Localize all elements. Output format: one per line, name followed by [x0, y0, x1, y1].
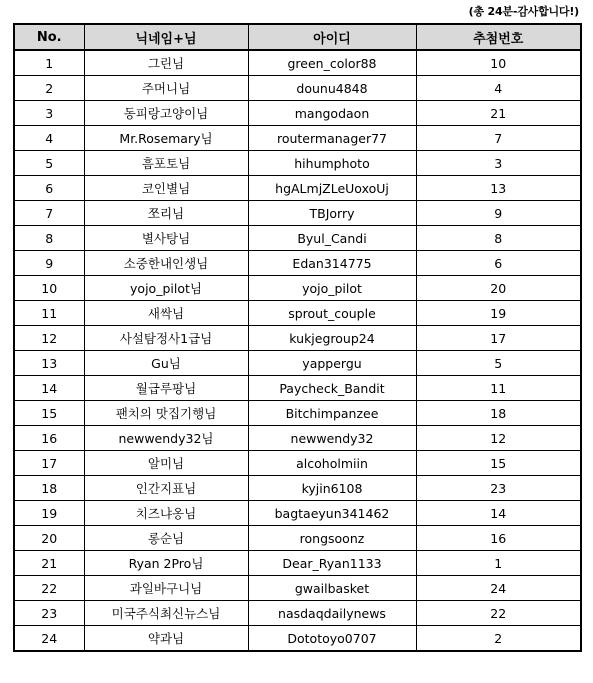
table-row: [14, 376, 581, 401]
table-row: [14, 551, 581, 576]
table-row: [14, 526, 581, 551]
cell-draw-number: 17: [416, 326, 581, 351]
cell-draw-number: 13: [416, 176, 581, 201]
cell-no: 22: [14, 576, 84, 601]
cell-draw-number: 24: [416, 576, 581, 601]
cell-nickname: Ryan 2Pro님: [84, 551, 248, 576]
cell-user-id: yappergu: [248, 351, 416, 376]
cell-user-id: routermanager77: [248, 126, 416, 151]
cell-no: 11: [14, 301, 84, 326]
cell-user-id: Dear_Ryan1133: [248, 551, 416, 576]
cell-no: 2: [14, 76, 84, 101]
cell-nickname: Gu님: [84, 351, 248, 376]
cell-draw-number: 3: [416, 151, 581, 176]
header-no: No.: [14, 24, 84, 50]
cell-no: 8: [14, 226, 84, 251]
table-row: [14, 301, 581, 326]
cell-user-id: yojo_pilot: [248, 276, 416, 301]
cell-user-id: newwendy32: [248, 426, 416, 451]
cell-user-id: sprout_couple: [248, 301, 416, 326]
cell-draw-number: 15: [416, 451, 581, 476]
cell-user-id: nasdaqdailynews: [248, 601, 416, 626]
header-draw-number: 추첨번호: [416, 24, 581, 50]
cell-no: 24: [14, 626, 84, 652]
cell-draw-number: 8: [416, 226, 581, 251]
cell-user-id: kukjegroup24: [248, 326, 416, 351]
cell-nickname: newwendy32님: [84, 426, 248, 451]
cell-draw-number: 11: [416, 376, 581, 401]
cell-no: 23: [14, 601, 84, 626]
table-row: [14, 76, 581, 101]
table-row: [14, 276, 581, 301]
cell-draw-number: 7: [416, 126, 581, 151]
cell-nickname: Mr.Rosemary님: [84, 126, 248, 151]
cell-user-id: Dototoyo0707: [248, 626, 416, 652]
cell-draw-number: 20: [416, 276, 581, 301]
cell-nickname: yojo_pilot님: [84, 276, 248, 301]
cell-no: 15: [14, 401, 84, 426]
cell-draw-number: 2: [416, 626, 581, 652]
cell-no: 10: [14, 276, 84, 301]
cell-no: 21: [14, 551, 84, 576]
header-nickname: 닉네임+님: [84, 24, 248, 50]
cell-no: 13: [14, 351, 84, 376]
cell-draw-number: 10: [416, 50, 581, 76]
table-header-row: [14, 24, 581, 50]
cell-draw-number: 9: [416, 201, 581, 226]
table-row: [14, 626, 581, 652]
cell-user-id: kyjin6108: [248, 476, 416, 501]
cell-nickname: 쪼리님: [84, 201, 248, 226]
cell-nickname: 팬치의 맛집기행님: [84, 401, 248, 426]
cell-nickname: 주머니님: [84, 76, 248, 101]
cell-nickname: 흠포토님: [84, 151, 248, 176]
cell-user-id: alcoholmiin: [248, 451, 416, 476]
cell-no: 5: [14, 151, 84, 176]
cell-draw-number: 12: [416, 426, 581, 451]
table-row: [14, 151, 581, 176]
cell-nickname: 인간지표님: [84, 476, 248, 501]
participant-table: [13, 23, 582, 652]
cell-draw-number: 6: [416, 251, 581, 276]
total-count-note: (총 24분-감사합니다!): [468, 5, 579, 18]
cell-draw-number: 1: [416, 551, 581, 576]
cell-user-id: TBJorry: [248, 201, 416, 226]
cell-no: 17: [14, 451, 84, 476]
table-row: [14, 351, 581, 376]
cell-no: 14: [14, 376, 84, 401]
cell-draw-number: 5: [416, 351, 581, 376]
table-row: [14, 576, 581, 601]
cell-user-id: hgALmjZLeUoxoUj: [248, 176, 416, 201]
table-row: [14, 501, 581, 526]
cell-draw-number: 19: [416, 301, 581, 326]
table-row: [14, 126, 581, 151]
cell-user-id: gwailbasket: [248, 576, 416, 601]
cell-no: 16: [14, 426, 84, 451]
table-row: [14, 451, 581, 476]
cell-no: 20: [14, 526, 84, 551]
cell-user-id: rongsoonz: [248, 526, 416, 551]
cell-draw-number: 18: [416, 401, 581, 426]
cell-nickname: 코인별님: [84, 176, 248, 201]
cell-draw-number: 14: [416, 501, 581, 526]
cell-user-id: Edan314775: [248, 251, 416, 276]
cell-draw-number: 4: [416, 76, 581, 101]
cell-nickname: 미국주식최신뉴스님: [84, 601, 248, 626]
cell-user-id: mangodaon: [248, 101, 416, 126]
cell-nickname: 별사탕님: [84, 226, 248, 251]
table-row: [14, 476, 581, 501]
cell-no: 3: [14, 101, 84, 126]
table-body: [14, 50, 581, 651]
cell-user-id: green_color88: [248, 50, 416, 76]
cell-no: 1: [14, 50, 84, 76]
table-row: [14, 326, 581, 351]
table-row: [14, 101, 581, 126]
cell-no: 6: [14, 176, 84, 201]
cell-draw-number: 23: [416, 476, 581, 501]
table-row: [14, 426, 581, 451]
cell-draw-number: 16: [416, 526, 581, 551]
table-row: [14, 226, 581, 251]
cell-nickname: 그린님: [84, 50, 248, 76]
header-user-id: 아이디: [248, 24, 416, 50]
table-row: [14, 601, 581, 626]
table-row: [14, 176, 581, 201]
cell-user-id: dounu4848: [248, 76, 416, 101]
cell-nickname: 새싹님: [84, 301, 248, 326]
table-row: [14, 201, 581, 226]
cell-nickname: 동피랑고양이님: [84, 101, 248, 126]
cell-nickname: 과일바구니님: [84, 576, 248, 601]
cell-user-id: Bitchimpanzee: [248, 401, 416, 426]
cell-no: 7: [14, 201, 84, 226]
cell-nickname: 약과님: [84, 626, 248, 652]
cell-user-id: Byul_Candi: [248, 226, 416, 251]
cell-nickname: 월급루팡님: [84, 376, 248, 401]
table-row: [14, 401, 581, 426]
cell-user-id: Paycheck_Bandit: [248, 376, 416, 401]
cell-no: 9: [14, 251, 84, 276]
cell-user-id: hihumphoto: [248, 151, 416, 176]
cell-nickname: 소중한내인생님: [84, 251, 248, 276]
table-row: [14, 251, 581, 276]
table-row: [14, 50, 581, 76]
cell-nickname: 알미님: [84, 451, 248, 476]
cell-no: 19: [14, 501, 84, 526]
cell-draw-number: 21: [416, 101, 581, 126]
cell-no: 12: [14, 326, 84, 351]
cell-nickname: 치즈냐옹님: [84, 501, 248, 526]
cell-no: 18: [14, 476, 84, 501]
cell-nickname: 롱순님: [84, 526, 248, 551]
cell-user-id: bagtaeyun341462: [248, 501, 416, 526]
cell-nickname: 사설탐정사1급님: [84, 326, 248, 351]
cell-draw-number: 22: [416, 601, 581, 626]
cell-no: 4: [14, 126, 84, 151]
